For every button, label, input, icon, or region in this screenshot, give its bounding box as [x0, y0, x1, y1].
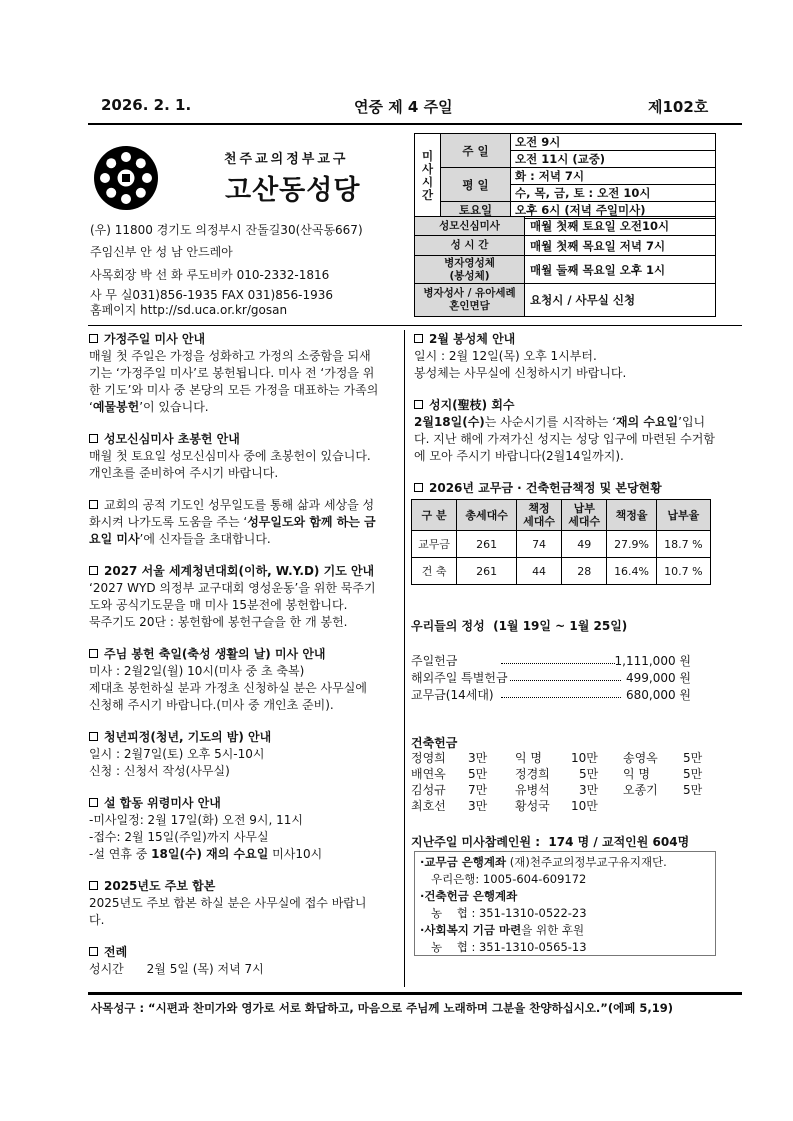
- account-holder: (재)천주교의정부교구유지재단.: [506, 855, 667, 869]
- left-column: [89, 331, 380, 993]
- notice-title: 2027 서울 세계청년대회(이하, W.Y.D) 기도 안내: [104, 564, 375, 578]
- parish-name: 고산동성당: [225, 175, 361, 206]
- checkbox-icon: [89, 566, 98, 575]
- table-cell: 교무금: [412, 531, 457, 558]
- notice-emphasis: 재의 수요일: [615, 415, 679, 429]
- checkbox-icon: [414, 483, 423, 492]
- bank-accounts-box: [414, 851, 716, 956]
- checkbox-icon: [89, 947, 98, 956]
- special-mass-value: 매월 첫째 목요일 저녁 7시: [525, 236, 716, 256]
- account-title: ·사회복지 기금 마련: [420, 923, 522, 937]
- notice-friday-mass: [89, 497, 380, 548]
- donor-name: 배연옥: [411, 767, 446, 781]
- donor-name: 익 명: [515, 751, 542, 765]
- bulletin-header: [96, 96, 709, 118]
- weekday-label: 평 일: [441, 168, 511, 202]
- special-mass-table: [414, 216, 716, 317]
- donor-amount: 3만: [579, 783, 599, 797]
- special-mass-value: 매월 첫째 토요일 오전10시: [525, 217, 716, 236]
- leader-dots: [501, 663, 621, 664]
- finance-section-title: [414, 480, 719, 497]
- checkbox-icon: [89, 649, 98, 658]
- checkbox-icon: [89, 434, 98, 443]
- parish-logo-icon: [93, 145, 159, 211]
- special-mass-value: 매월 둘째 목요일 오후 1시: [525, 256, 716, 284]
- offering-row: [411, 686, 691, 703]
- donor-amount: 10만: [571, 799, 598, 813]
- table-header: 책정 세대수: [516, 500, 561, 531]
- saturday-label: 토요일: [441, 202, 511, 219]
- offering-amount: 1,111,000 원: [614, 654, 691, 668]
- list-item: [411, 782, 711, 798]
- notice-body: 일시 : 2월 12일(목) 오후 1시부터.: [414, 349, 597, 363]
- table-cell: 18.7 %: [656, 531, 710, 558]
- donor-name: 최호선: [411, 799, 446, 813]
- parish-office-phone: 사 무 실031)856-1935 FAX 031)856-1936: [90, 288, 333, 302]
- table-header: 총세대수: [457, 500, 517, 531]
- special-mass-value: 요청시 / 사무실 신청: [525, 284, 716, 317]
- list-item: [411, 798, 711, 814]
- special-mass-label: 성모신심미사: [415, 217, 525, 236]
- donor-name: 황성국: [515, 799, 550, 813]
- notice-liturgy: [89, 944, 380, 978]
- donor-amount: 5만: [468, 767, 488, 781]
- column-divider: [404, 330, 405, 987]
- notice-marian-mass: [89, 431, 380, 482]
- donor-name: 익 명: [623, 767, 650, 781]
- leader-dots: [501, 697, 621, 698]
- notice-body: 매월 첫 주일은 가정을 성화하고 가정의 소중함을 되새기는 ‘가정주일 미사’로 봉헌됩니다. 미사 전 ‘가정을 위한 기도’와 미사 중 본당의 모든 가정을 대표하는 가족의 ‘: [89, 349, 379, 414]
- notice-body: 미사 : 2월2일(월) 10시(미사 중 초 축복): [89, 664, 305, 678]
- checkbox-icon: [414, 400, 423, 409]
- checkbox-icon: [414, 334, 423, 343]
- notice-youth-retreat: [89, 729, 380, 780]
- offering-row: [411, 652, 691, 669]
- list-item: [411, 750, 711, 766]
- table-cell: 10.7 %: [656, 558, 710, 585]
- notice-body: ’에 신자들을 초대합니다.: [139, 532, 271, 546]
- issue-number: 제102호: [648, 98, 709, 116]
- table-header: 구 분: [412, 500, 457, 531]
- offering-list: [411, 652, 691, 703]
- notice-body: -접수: 2월 15일(주일)까지 사무실: [89, 830, 269, 844]
- table-row: [412, 531, 711, 558]
- table-cell: 261: [457, 558, 517, 585]
- checkbox-icon: [89, 334, 98, 343]
- account-number: 우리은행: 1005-604-609172: [420, 872, 587, 886]
- special-mass-label: 성 시 간: [415, 236, 525, 256]
- finance-status-table: [411, 499, 711, 585]
- account-purpose: 을 위한 후원: [521, 923, 585, 937]
- notice-emphasis: 18일(수) 재의 수요일: [151, 847, 269, 861]
- footer-rule: [88, 992, 742, 995]
- offering-label: 주일헌금: [411, 654, 458, 668]
- offering-title: 우리들의 정성 (1월 19일 ~ 1월 25일): [411, 619, 628, 633]
- notice-title: 성지(聖枝) 회수: [429, 398, 515, 412]
- table-cell: 건 축: [412, 558, 457, 585]
- liturgical-sunday: 연중 제 4 주일: [354, 98, 453, 116]
- notice-body: ’입니다. 지난 해에 가져가신 성지는 성당 입구에 마련된 수거함에 모아 주시기 바랍니다(2월14일까지).: [414, 415, 715, 463]
- offering-label: 해외주일 특별헌금: [411, 671, 508, 685]
- weekday-mass-2: 수, 목, 금, 토 : 오전 10시: [511, 185, 716, 202]
- notice-body: 신청 : 신청서 작성(사무실): [89, 764, 230, 778]
- notice-body: 미사10시: [268, 847, 323, 861]
- donor-amount: 5만: [579, 767, 599, 781]
- donor-name: 김성규: [411, 783, 446, 797]
- notice-emphasis: 예물봉헌: [92, 400, 140, 414]
- notice-body: -설 연휴 중: [89, 847, 152, 861]
- table-row: [412, 558, 711, 585]
- table-cell: 49: [562, 531, 607, 558]
- weekday-mass-1: 화 : 저녁 7시: [511, 168, 716, 185]
- donor-amount: 10만: [571, 751, 598, 765]
- table-cell: 261: [457, 531, 517, 558]
- special-mass-label: 병자영성체 (봉성체): [415, 256, 525, 284]
- notice-title: 주님 봉헌 축일(축성 생활의 날) 미사 안내: [104, 647, 326, 661]
- parish-pastor: 주임신부 안 성 남 안드레아: [90, 245, 233, 259]
- header-rule: [88, 123, 742, 125]
- table-cell: 16.4%: [607, 558, 656, 585]
- notice-body: 는 사순시기를 시작하는 ‘: [484, 415, 616, 429]
- account-title: ·교무금 은행계좌: [420, 855, 507, 869]
- donor-name: 정영희: [411, 751, 446, 765]
- notice-title: 2026년 교무금 · 건축헌금책정 및 본당현황: [429, 481, 662, 495]
- donor-amount: 3만: [468, 799, 488, 813]
- donor-name: 오종기: [623, 783, 658, 797]
- account-number: 농 협 : 351-1310-0522-23: [420, 906, 587, 920]
- saturday-mass: 오후 6시 (저녁 주일미사): [511, 202, 716, 219]
- notice-body: ’이 있습니다.: [139, 400, 209, 414]
- offering-amount: 680,000 원: [625, 688, 691, 702]
- notice-body: -미사일정: 2월 17일(화) 오전 9시, 11시: [89, 813, 303, 827]
- attendance-count: 지난주일 미사참례인원 : 174 명 / 교적인원 604명: [411, 835, 690, 849]
- notice-body: ‘2027 WYD 의정부 교구대회 영성운동’을 위한 묵주기도와 공식기도문을 매 미사 15분전에 봉헌합니다.: [89, 581, 376, 612]
- table-cell: 74: [516, 531, 561, 558]
- notice-body: 묵주기도 20단 : 봉헌함에 봉헌구슬을 한 개 봉헌.: [89, 615, 348, 629]
- leader-dots: [501, 680, 621, 681]
- mass-times-label: 미 사 시 간: [415, 134, 441, 219]
- notice-title: 가정주일 미사 안내: [104, 332, 206, 346]
- notice-title: 전례: [104, 945, 128, 959]
- offering-label: 교무금(14세대): [411, 688, 494, 702]
- notice-title: 성모신심미사 초봉헌 안내: [104, 432, 240, 446]
- sunday-mass-1: 오전 9시: [511, 134, 716, 151]
- notice-body: 성시간 2월 5일 (목) 저녁 7시: [89, 962, 264, 976]
- notice-body: 2025년도 주보 합본 하실 분은 사무실에 접수 바랍니다.: [89, 896, 367, 927]
- donor-name: 정경희: [515, 767, 550, 781]
- table-header: 납부 세대수: [562, 500, 607, 531]
- donor-amount: 3만: [468, 751, 488, 765]
- notice-memorial-mass: [89, 795, 380, 863]
- notice-family-mass: [89, 331, 380, 416]
- parish-homepage: 홈페이지 http://sd.uca.or.kr/gosan: [90, 303, 288, 317]
- notice-body: 봉성체는 사무실에 신청하시기 바랍니다.: [414, 366, 627, 380]
- donor-name: 송영옥: [623, 751, 658, 765]
- list-item: [411, 766, 711, 782]
- offering-amount: 499,000 원: [625, 671, 691, 685]
- table-cell: 28: [562, 558, 607, 585]
- donor-amount: 5만: [683, 783, 703, 797]
- pastoral-motto: 사목성구 : “시편과 찬미가와 영가로 서로 화답하고, 마음으로 주님께 노래하며 그분을 찬양하십시오.”(에페 5,19): [91, 1001, 673, 1015]
- notice-palm-return: [414, 397, 719, 465]
- right-column: [414, 331, 719, 497]
- checkbox-icon: [89, 881, 98, 890]
- notice-home-communion: [414, 331, 719, 382]
- notice-title: 2월 봉성체 안내: [429, 332, 516, 346]
- account-number: 농 협 : 351-1310-0565-13: [420, 940, 587, 954]
- notice-body: 일시 : 2월7일(토) 오후 5시-10시: [89, 747, 265, 761]
- sunday-label: 주 일: [441, 134, 511, 168]
- notice-emphasis: 성무일도와 함께 하는 금요일 미사: [89, 515, 376, 546]
- notice-body: 교회의 공적 기도인 성무일도를 통해 삶과 세상을 성화시켜 나가도록 도움을 주는 ‘: [89, 498, 375, 529]
- donor-amount: 5만: [683, 767, 703, 781]
- notice-wyd-prayer: [89, 563, 380, 631]
- parish-council-chair: 사목회장 박 선 화 루도비카 010-2332-1816: [90, 268, 330, 282]
- donor-amount: 7만: [468, 783, 488, 797]
- table-cell: 27.9%: [607, 531, 656, 558]
- donor-amount: 5만: [683, 751, 703, 765]
- notice-title: 2025년도 주보 합본: [104, 879, 216, 893]
- table-cell: 44: [516, 558, 561, 585]
- notice-presentation-feast: [89, 646, 380, 714]
- sunday-mass-2: 오전 11시 (교중): [511, 151, 716, 168]
- notice-body: 매월 첫 토요일 성모신심미사 중에 초봉헌이 있습니다. 개인초를 준비하여 주시기 바랍니다.: [89, 449, 371, 480]
- building-fund-title: 건축헌금: [411, 736, 458, 750]
- notice-title: 설 합동 위령미사 안내: [104, 796, 221, 810]
- building-fund-list: [411, 750, 711, 814]
- donor-name: 유병석: [515, 783, 550, 797]
- table-header: 납부율: [656, 500, 710, 531]
- offering-row: [411, 669, 691, 686]
- notice-bulletin-binding: [89, 878, 380, 929]
- issue-date: 2026. 2. 1.: [101, 96, 192, 114]
- account-title: ·건축헌금 은행계좌: [420, 889, 518, 903]
- parish-address: (우) 11800 경기도 의정부시 잔돌길30(산곡동667): [90, 223, 363, 237]
- checkbox-icon: [89, 798, 98, 807]
- diocese-name: 천주교의정부교구: [224, 152, 349, 167]
- section-rule: [88, 325, 742, 326]
- checkbox-icon: [89, 500, 98, 509]
- table-header: 책정율: [607, 500, 656, 531]
- notice-body: 제대초 봉헌하실 분과 가정초 신청하실 분은 사무실에 신청해 주시기 바랍니다.(미사 중 개인초 준비).: [89, 681, 367, 712]
- notice-title: 청년피정(청년, 기도의 밤) 안내: [104, 730, 272, 744]
- checkbox-icon: [89, 732, 98, 741]
- special-mass-label: 병자성사 / 유아세례 혼인면담: [415, 284, 525, 317]
- notice-emphasis: 2월18일(수): [414, 415, 485, 429]
- mass-schedule-table: [414, 133, 716, 219]
